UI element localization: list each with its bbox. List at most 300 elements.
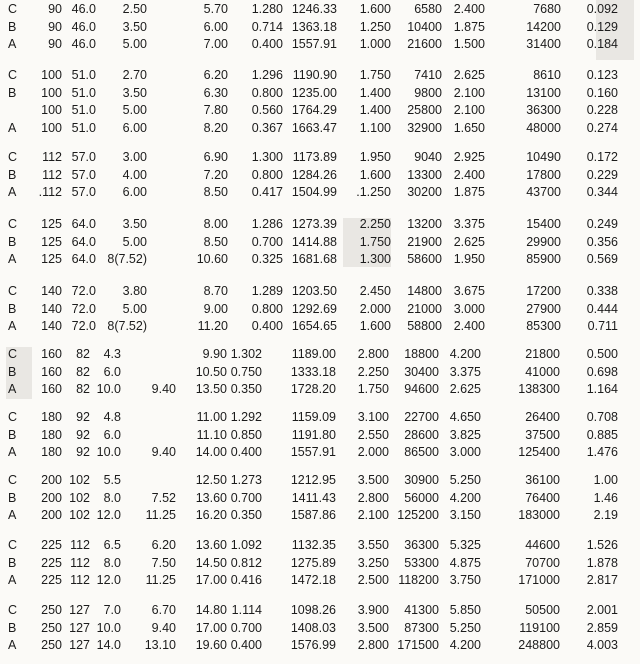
cell-c1: 64.0: [71, 234, 96, 249]
cell-class: C: [8, 410, 18, 424]
cell-dn: 90: [48, 19, 62, 34]
cell-c9: 2.625: [453, 234, 485, 249]
cell-c4: 8.00: [203, 217, 228, 231]
cell-c5: 0.400: [251, 319, 283, 333]
cell-c2: 12.0: [96, 508, 121, 522]
cell-c10: 85300: [526, 319, 561, 333]
cell-c9: 1.950: [453, 252, 485, 266]
cell-c11: 0.569: [586, 252, 618, 266]
cell-c3: 11.25: [145, 573, 176, 587]
cell-c1: 112: [70, 538, 90, 552]
cell-c9: 4.200: [449, 638, 481, 652]
cell-c10: 10490: [526, 150, 561, 164]
cell-c9: 3.375: [453, 217, 485, 231]
cell-c5: 0.700: [230, 490, 262, 505]
cell-c6: 1190.90: [292, 68, 337, 82]
cell-c6: 1408.03: [290, 620, 336, 635]
cell-c2: 2.70: [122, 68, 147, 82]
cell-dn: 125: [41, 234, 62, 249]
cell-c6: 1363.18: [291, 19, 337, 34]
cell-c4: 8.70: [203, 284, 228, 298]
cell-c5: 1.289: [251, 284, 283, 298]
cell-c11: 0.708: [586, 410, 618, 424]
cell-dn: 200: [41, 508, 62, 522]
cell-c9: 4.875: [449, 555, 481, 570]
cell-c4: 5.70: [203, 2, 228, 16]
cell-c2: 3.80: [122, 284, 147, 298]
cell-dn: 112: [42, 150, 62, 164]
cell-c9: 1.875: [453, 19, 485, 34]
cell-c7: 2.100: [357, 508, 389, 522]
cell-c4: 13.60: [195, 538, 227, 552]
cell-c4: 6.20: [203, 68, 228, 82]
cell-c9: 2.100: [453, 85, 485, 100]
cell-c7: 3.500: [357, 473, 389, 487]
cell-c6: 1203.50: [291, 284, 337, 298]
cell-c2: 3.50: [122, 85, 147, 100]
cell-c2: 2.50: [122, 2, 147, 16]
cell-class: C: [8, 2, 18, 16]
cell-c1: 102: [69, 490, 90, 505]
cell-c4: 8.50: [203, 185, 228, 199]
cell-c5: 0.800: [251, 301, 283, 316]
cell-c8: 9800: [414, 85, 442, 100]
cell-c9: 3.000: [453, 301, 485, 316]
cell-dn: 180: [41, 445, 62, 459]
cell-c10: 15400: [526, 217, 561, 231]
cell-c7: 1.750: [357, 382, 389, 396]
cell-c11: 1.00: [593, 473, 618, 487]
cell-class: A: [8, 252, 17, 266]
cell-c9: 4.200: [449, 490, 481, 505]
cell-c1: 112: [70, 555, 90, 570]
cell-c3: 7.52: [151, 490, 176, 505]
cell-c4: 13.60: [195, 490, 227, 505]
cell-c10: 17200: [526, 284, 561, 298]
cell-class: B: [8, 19, 17, 34]
cell-c7: 1.600: [359, 167, 391, 182]
cell-c4: 11.10: [196, 427, 227, 442]
cell-c11: 0.274: [586, 120, 618, 135]
cell-c11: 0.249: [586, 217, 618, 231]
cell-c3: 11.25: [145, 508, 176, 522]
cell-dn: 160: [41, 347, 62, 361]
cell-c3: 9.40: [151, 382, 176, 396]
cell-c9: 5.250: [449, 620, 481, 635]
cell-class: A: [8, 382, 17, 396]
cell-c7: 2.450: [359, 284, 391, 298]
cell-c10: 171000: [518, 573, 560, 587]
cell-c5: 0.325: [251, 252, 283, 266]
cell-c5: 0.560: [251, 103, 283, 117]
cell-dn: 100: [41, 103, 62, 117]
cell-dn: 160: [41, 382, 62, 396]
cell-c8: 13300: [407, 167, 442, 182]
cell-c1: 82: [76, 364, 90, 379]
cell-c8: 87300: [404, 620, 439, 635]
cell-c10: 26400: [525, 410, 560, 424]
cell-c8: 14800: [407, 284, 442, 298]
cell-c1: 51.0: [71, 120, 96, 135]
cell-c4: 16.20: [195, 508, 227, 522]
cell-c10: 85900: [526, 252, 561, 266]
cell-class: B: [8, 427, 17, 442]
cell-c10: 27900: [526, 301, 561, 316]
cell-c2: 5.00: [122, 234, 147, 249]
cell-c1: 64.0: [71, 217, 96, 231]
cell-dn: 100: [41, 85, 62, 100]
cell-c5: 0.714: [251, 19, 283, 34]
cell-c7: 2.250: [359, 217, 391, 231]
cell-c3: 6.20: [151, 538, 176, 552]
cell-c1: 46.0: [71, 37, 96, 51]
cell-c8: 94600: [404, 382, 439, 396]
cell-c2: 4.00: [122, 167, 147, 182]
cell-c10: 119100: [519, 620, 560, 635]
cell-c11: 0.885: [586, 427, 618, 442]
cell-c7: 1.950: [359, 150, 391, 164]
cell-c10: 50500: [525, 603, 560, 617]
cell-c8: 32900: [407, 120, 442, 135]
cell-c7: 1.750: [359, 234, 391, 249]
cell-c9: 2.625: [453, 68, 485, 82]
cell-c9: 4.650: [449, 410, 481, 424]
cell-c5: 0.350: [230, 382, 262, 396]
cell-class: A: [8, 445, 17, 459]
cell-c8: 7410: [414, 68, 442, 82]
cell-c7: 3.100: [357, 410, 389, 424]
cell-c4: 13.50: [195, 382, 227, 396]
cell-class: A: [8, 319, 17, 333]
cell-c7: 2.550: [357, 427, 389, 442]
cell-c2: 4.8: [103, 410, 121, 424]
cell-c10: 125400: [518, 445, 560, 459]
cell-c6: 1414.88: [291, 234, 337, 249]
cell-c8: 9040: [414, 150, 442, 164]
cell-c1: 72.0: [71, 284, 96, 298]
cell-c10: 14200: [526, 19, 561, 34]
cell-c6: 1504.99: [291, 185, 337, 199]
cell-c11: 1.878: [586, 555, 618, 570]
cell-c11: 4.003: [586, 638, 618, 652]
cell-c7: 3.250: [357, 555, 389, 570]
cell-c11: 0.228: [586, 103, 618, 117]
cell-c11: 2.859: [586, 620, 618, 635]
cell-dn: 140: [41, 301, 62, 316]
cell-class: B: [8, 167, 17, 182]
cell-c1: 72.0: [71, 319, 96, 333]
cell-c11: 0.344: [586, 185, 618, 199]
cell-c2: 8(7.52): [107, 252, 147, 266]
cell-c1: 51.0: [71, 103, 96, 117]
cell-c8: 125200: [397, 508, 439, 522]
cell-c11: 2.001: [586, 603, 618, 617]
cell-c7: 3.500: [357, 620, 389, 635]
cell-class: C: [8, 603, 18, 617]
cell-c2: 12.0: [96, 573, 121, 587]
cell-c11: 0.711: [587, 319, 618, 333]
cell-c5: 0.850: [230, 427, 262, 442]
cell-c1: 46.0: [71, 19, 96, 34]
cell-c4: 19.60: [195, 638, 227, 652]
cell-c5: 1.114: [231, 603, 262, 617]
cell-c2: 3.00: [122, 150, 147, 164]
cell-c10: 17800: [526, 167, 561, 182]
cell-c4: 8.50: [203, 234, 228, 249]
cell-c1: 51.0: [71, 85, 96, 100]
cell-c6: 1587.86: [290, 508, 336, 522]
cell-c6: 1411.43: [291, 490, 336, 505]
cell-c8: 30400: [404, 364, 439, 379]
cell-c9: 2.100: [453, 103, 485, 117]
cell-c5: 1.302: [230, 347, 262, 361]
cell-c2: 6.5: [103, 538, 121, 552]
cell-c6: 1764.29: [291, 103, 337, 117]
cell-c5: 1.296: [251, 68, 283, 82]
cell-c2: 5.00: [122, 301, 147, 316]
cell-c9: 2.400: [453, 167, 485, 182]
cell-c5: 1.273: [230, 473, 262, 487]
cell-c11: 2.817: [586, 573, 618, 587]
cell-class: C: [8, 473, 18, 487]
cell-c2: 7.0: [103, 603, 121, 617]
cell-c6: 1098.26: [290, 603, 336, 617]
cell-c8: 18800: [404, 347, 439, 361]
cell-c10: 37500: [525, 427, 560, 442]
cell-c9: 4.200: [449, 347, 481, 361]
cell-c4: 7.00: [203, 37, 228, 51]
cell-c6: 1159.09: [291, 410, 336, 424]
cell-c6: 1557.91: [290, 445, 336, 459]
cell-c8: 53300: [404, 555, 439, 570]
cell-c9: 1.650: [453, 120, 485, 135]
cell-c1: 72.0: [71, 301, 96, 316]
cell-dn: 140: [41, 319, 62, 333]
cell-c6: 1235.00: [291, 85, 337, 100]
cell-c10: 248800: [518, 638, 560, 652]
cell-c1: 112: [70, 573, 90, 587]
cell-c11: 1.476: [586, 445, 618, 459]
cell-c7: 1.400: [359, 103, 391, 117]
cell-class: C: [8, 150, 18, 164]
cell-dn: 250: [41, 603, 62, 617]
cell-c11: 0.092: [586, 2, 618, 16]
cell-c9: 2.400: [453, 2, 485, 16]
cell-c6: 1472.18: [290, 573, 336, 587]
cell-c6: 1576.99: [290, 638, 336, 652]
cell-dn: 90: [48, 37, 62, 51]
cell-class: B: [8, 85, 17, 100]
cell-c4: 7.20: [203, 167, 228, 182]
cell-dn: 250: [41, 638, 62, 652]
cell-c4: 10.60: [196, 252, 228, 266]
cell-c1: 92: [76, 410, 90, 424]
cell-c8: 30900: [404, 473, 439, 487]
cell-class: C: [8, 217, 18, 231]
cell-c2: 3.50: [122, 217, 147, 231]
cell-c1: 57.0: [71, 185, 96, 199]
cell-c6: 1333.18: [290, 364, 336, 379]
cell-c9: 3.825: [449, 427, 481, 442]
cell-c7: 1.250: [359, 19, 391, 34]
cell-c2: 10.0: [96, 382, 121, 396]
cell-c6: 1246.33: [291, 2, 337, 16]
cell-c9: 5.850: [449, 603, 481, 617]
cell-c3: 7.50: [151, 555, 176, 570]
cell-c10: 138300: [518, 382, 560, 396]
cell-c7: 1.750: [359, 68, 391, 82]
cell-c11: 0.129: [586, 19, 618, 34]
cell-c9: 3.375: [449, 364, 481, 379]
cell-class: C: [8, 538, 18, 552]
cell-c1: 57.0: [71, 167, 96, 182]
cell-c6: 1132.35: [291, 538, 336, 552]
cell-dn: 200: [41, 490, 62, 505]
cell-c5: 0.700: [251, 234, 283, 249]
cell-c4: 14.80: [195, 603, 227, 617]
cell-c8: 118200: [398, 573, 439, 587]
cell-c4: 17.00: [195, 620, 227, 635]
cell-c10: 7680: [533, 2, 561, 16]
cell-c8: 28600: [404, 427, 439, 442]
cell-c7: .1.250: [356, 185, 391, 199]
cell-c4: 9.00: [203, 301, 228, 316]
cell-c8: 56000: [404, 490, 439, 505]
cell-class: B: [8, 555, 17, 570]
cell-c1: 82: [76, 382, 90, 396]
cell-c3: 9.40: [151, 620, 176, 635]
cell-c11: 0.444: [586, 301, 618, 316]
cell-c7: 1.100: [359, 120, 391, 135]
cell-c5: 0.812: [230, 555, 262, 570]
cell-c9: 1.500: [453, 37, 485, 51]
cell-class: B: [8, 620, 17, 635]
cell-dn: 200: [41, 473, 62, 487]
cell-c10: 29900: [526, 234, 561, 249]
cell-c3: 6.70: [151, 603, 176, 617]
cell-class: A: [8, 120, 17, 135]
cell-c11: 0.698: [586, 364, 618, 379]
cell-c11: 1.526: [586, 538, 618, 552]
cell-c5: 0.416: [230, 573, 262, 587]
cell-c8: 58600: [407, 252, 442, 266]
cell-c6: 1557.91: [291, 37, 337, 51]
cell-c8: 36300: [404, 538, 439, 552]
cell-c1: 102: [69, 473, 90, 487]
cell-c9: 3.150: [449, 508, 481, 522]
cell-c3: 9.40: [151, 445, 176, 459]
cell-c6: 1212.95: [290, 473, 336, 487]
cell-dn: 100: [41, 68, 62, 82]
cell-c10: 44600: [525, 538, 560, 552]
cell-c11: 0.172: [586, 150, 618, 164]
cell-c7: 2.800: [357, 347, 389, 361]
cell-c4: 6.00: [203, 19, 228, 34]
cell-c7: 2.000: [357, 445, 389, 459]
cell-c9: 5.250: [449, 473, 481, 487]
cell-c8: 41300: [404, 603, 439, 617]
cell-c6: 1284.26: [291, 167, 337, 182]
cell-c6: 1728.20: [290, 382, 336, 396]
cell-class: B: [8, 364, 17, 379]
cell-c7: 2.800: [357, 490, 389, 505]
cell-c7: 2.500: [357, 573, 389, 587]
cell-c8: 25800: [407, 103, 442, 117]
cell-c7: 2.000: [359, 301, 391, 316]
cell-c6: 1292.69: [291, 301, 337, 316]
cell-c8: 13200: [407, 217, 442, 231]
cell-c4: 11.00: [196, 410, 227, 424]
cell-c7: 1.600: [359, 2, 391, 16]
cell-c5: 1.092: [230, 538, 262, 552]
cell-c8: 21600: [407, 37, 442, 51]
cell-c4: 11.20: [197, 319, 228, 333]
cell-c1: 127: [69, 638, 90, 652]
cell-c8: 58800: [407, 319, 442, 333]
cell-c5: 1.286: [251, 217, 283, 231]
cell-c11: 0.356: [586, 234, 618, 249]
cell-c10: 36300: [526, 103, 561, 117]
cell-c1: 51.0: [71, 68, 96, 82]
cell-c5: 0.800: [251, 85, 283, 100]
cell-c2: 5.00: [122, 37, 147, 51]
cell-c11: 1.164: [586, 382, 618, 396]
cell-c1: 102: [69, 508, 90, 522]
cell-c10: 8610: [533, 68, 561, 82]
cell-c1: 127: [69, 620, 90, 635]
cell-c10: 48000: [526, 120, 561, 135]
cell-c11: 1.46: [593, 490, 618, 505]
cell-c2: 5.00: [122, 103, 147, 117]
cell-class: B: [8, 490, 17, 505]
cell-c2: 14.0: [96, 638, 121, 652]
cell-dn: 125: [41, 252, 62, 266]
cell-class: B: [8, 301, 17, 316]
cell-dn: 90: [48, 2, 62, 16]
cell-c2: 8.0: [103, 555, 121, 570]
cell-c11: 2.19: [593, 508, 618, 522]
cell-c10: 21800: [525, 347, 560, 361]
cell-c5: 0.417: [251, 185, 283, 199]
cell-c11: 0.184: [586, 37, 618, 51]
cell-c6: 1173.89: [292, 150, 337, 164]
cell-c2: 4.3: [103, 347, 121, 361]
cell-c9: 2.625: [449, 382, 481, 396]
cell-c6: 1191.80: [291, 427, 336, 442]
cell-c2: 6.0: [103, 427, 121, 442]
cell-c4: 6.30: [203, 85, 228, 100]
cell-c5: 0.750: [230, 364, 262, 379]
cell-c8: 6580: [414, 2, 442, 16]
cell-c5: 0.800: [251, 167, 283, 182]
cell-c6: 1654.65: [291, 319, 337, 333]
cell-c5: 0.350: [230, 508, 262, 522]
cell-dn: .112: [38, 185, 62, 199]
cell-dn: 140: [41, 284, 62, 298]
cell-c2: 3.50: [122, 19, 147, 34]
cell-c4: 7.80: [203, 103, 228, 117]
cell-class: A: [8, 185, 17, 199]
cell-c9: 2.925: [453, 150, 485, 164]
cell-c7: 1.600: [359, 319, 391, 333]
cell-c11: 0.160: [586, 85, 618, 100]
cell-c7: 3.550: [357, 538, 389, 552]
cell-c4: 14.00: [195, 445, 227, 459]
cell-c5: 1.280: [251, 2, 283, 16]
cell-c5: 1.300: [251, 150, 283, 164]
cell-c6: 1189.00: [291, 347, 336, 361]
cell-c2: 5.5: [103, 473, 121, 487]
